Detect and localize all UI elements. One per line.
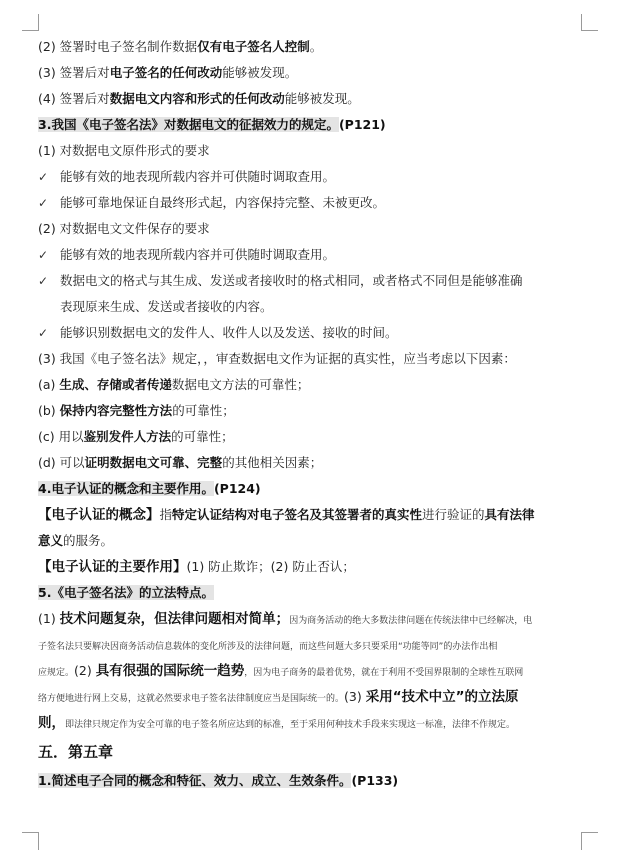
section-heading xyxy=(38,580,586,606)
margin-corner-bottom-left xyxy=(22,832,39,850)
document-body xyxy=(38,34,586,794)
checklist-item: ✓ 能够有效的地表现所载内容并可供随时调取查用。 xyxy=(38,242,586,268)
subheading: (2) 对数据电文文件保存的要求 xyxy=(38,221,210,236)
check-icon: ✓ xyxy=(38,274,49,288)
checklist-item: ✓ 能够有效的地表现所载内容并可供随时调取查用。 xyxy=(38,164,586,190)
checklist-item: ✓ 数据电文的格式与其生成、发送或者接收时的格式相同，或者格式不同但是能够准确 xyxy=(38,268,586,294)
list-item: (b) 保持内容完整性方法的可靠性； xyxy=(38,403,235,418)
check-icon: ✓ xyxy=(38,248,49,262)
heading-text: 3.我国《电子签名法》对数据电文的征据效力的规定。 xyxy=(38,117,339,132)
list-item: (2) 签署时电子签名制作数据仅有电子签名人控制。 xyxy=(38,39,323,54)
paragraph-line: 子签名法只要解决因商务活动信息载体的变化所涉及的法律问题，而这些问题大多只要采用“功能等同”的办法作出相 xyxy=(38,642,498,652)
list-item: (a) 生成、存储或者传递数据电文方法的可靠性； xyxy=(38,377,310,392)
section-heading: 3.我国《电子签名法》对数据电文的征据效力的规定。(P121) xyxy=(38,117,386,132)
subheading: (3) 我国《电子签名法》规定，，审查数据电文作为证据的真实性，应当考虑以下因素： xyxy=(38,351,516,366)
section-heading: 4.电子认证的概念和主要作用。(P124) xyxy=(38,481,261,496)
paragraph-line: (1) 技术问题复杂，但法律问题相对简单；因为商务活动的绝大多数法律问题在传统法律中已经解决，电 xyxy=(38,611,533,627)
list-item: (4) 签署后对数据电文内容和形式的任何改动能够被发现。 xyxy=(38,91,360,106)
list-item: (3) 签署后对电子签名的任何改动能够被发现。 xyxy=(38,65,298,80)
checklist-item: ✓ 能够可靠地保证自最终形式起，内容保持完整、未被更改。 xyxy=(38,190,586,216)
chapter-title: 五．第五章 xyxy=(38,743,114,761)
list-item: (d) 可以证明数据电文可靠、完整的其他相关因素； xyxy=(38,455,323,470)
paragraph-line: 则，即法律只规定作为安全可靠的电子签名所应达到的标准，至于采用何种技术手段来实现这一标准，法律不作规定。 xyxy=(38,715,516,731)
paragraph-line: 应规定。(2) 具有很强的国际统一趋势，因为电子商务的最着优势，就在于利用不受国界限制的全球性互联网 xyxy=(38,663,524,679)
margin-corner-top-left xyxy=(22,14,39,31)
heading-text: 4.电子认证的概念和主要作用。 xyxy=(38,481,214,496)
heading-text: 5.《电子签名法》的立法特点。 xyxy=(38,585,214,600)
definition-line-continuation: 意义的服务。 xyxy=(38,533,114,548)
paragraph-line: 络方便地进行网上交易，这就必然要求电子签名法律制度应当是国际统一的。(3) 采用“技术中立”的立法原 xyxy=(38,689,519,705)
check-icon: ✓ xyxy=(38,326,49,340)
heading-text: 1.简述电子合同的概念和特征、效力、成立、生效条件。 xyxy=(38,773,352,788)
check-icon: ✓ xyxy=(38,196,49,210)
subheading: (1) 对数据电文原件形式的要求 xyxy=(38,143,210,158)
role-line: 【电子认证的主要作用】(1) 防止欺诈；(2) 防止否认； xyxy=(38,559,355,575)
checklist-item: ✓ 能够识别数据电文的发件人、收件人以及发送、接收的时间。 xyxy=(38,320,586,346)
section-heading: 1.简述电子合同的概念和特征、效力、成立、生效条件。(P133) xyxy=(38,773,399,788)
list-item: (c) 用以鉴别发件人方法的可靠性； xyxy=(38,429,234,444)
check-icon: ✓ xyxy=(38,170,49,184)
margin-corner-top-right xyxy=(581,14,598,31)
definition-line: 【电子认证的概念】指特定认证结构对电子签名及其签署者的真实性进行验证的具有法律 xyxy=(38,507,535,523)
checklist-item-continuation: 表现原来生成、发送或者接收的内容。 xyxy=(60,299,273,314)
margin-corner-bottom-right xyxy=(581,832,598,850)
